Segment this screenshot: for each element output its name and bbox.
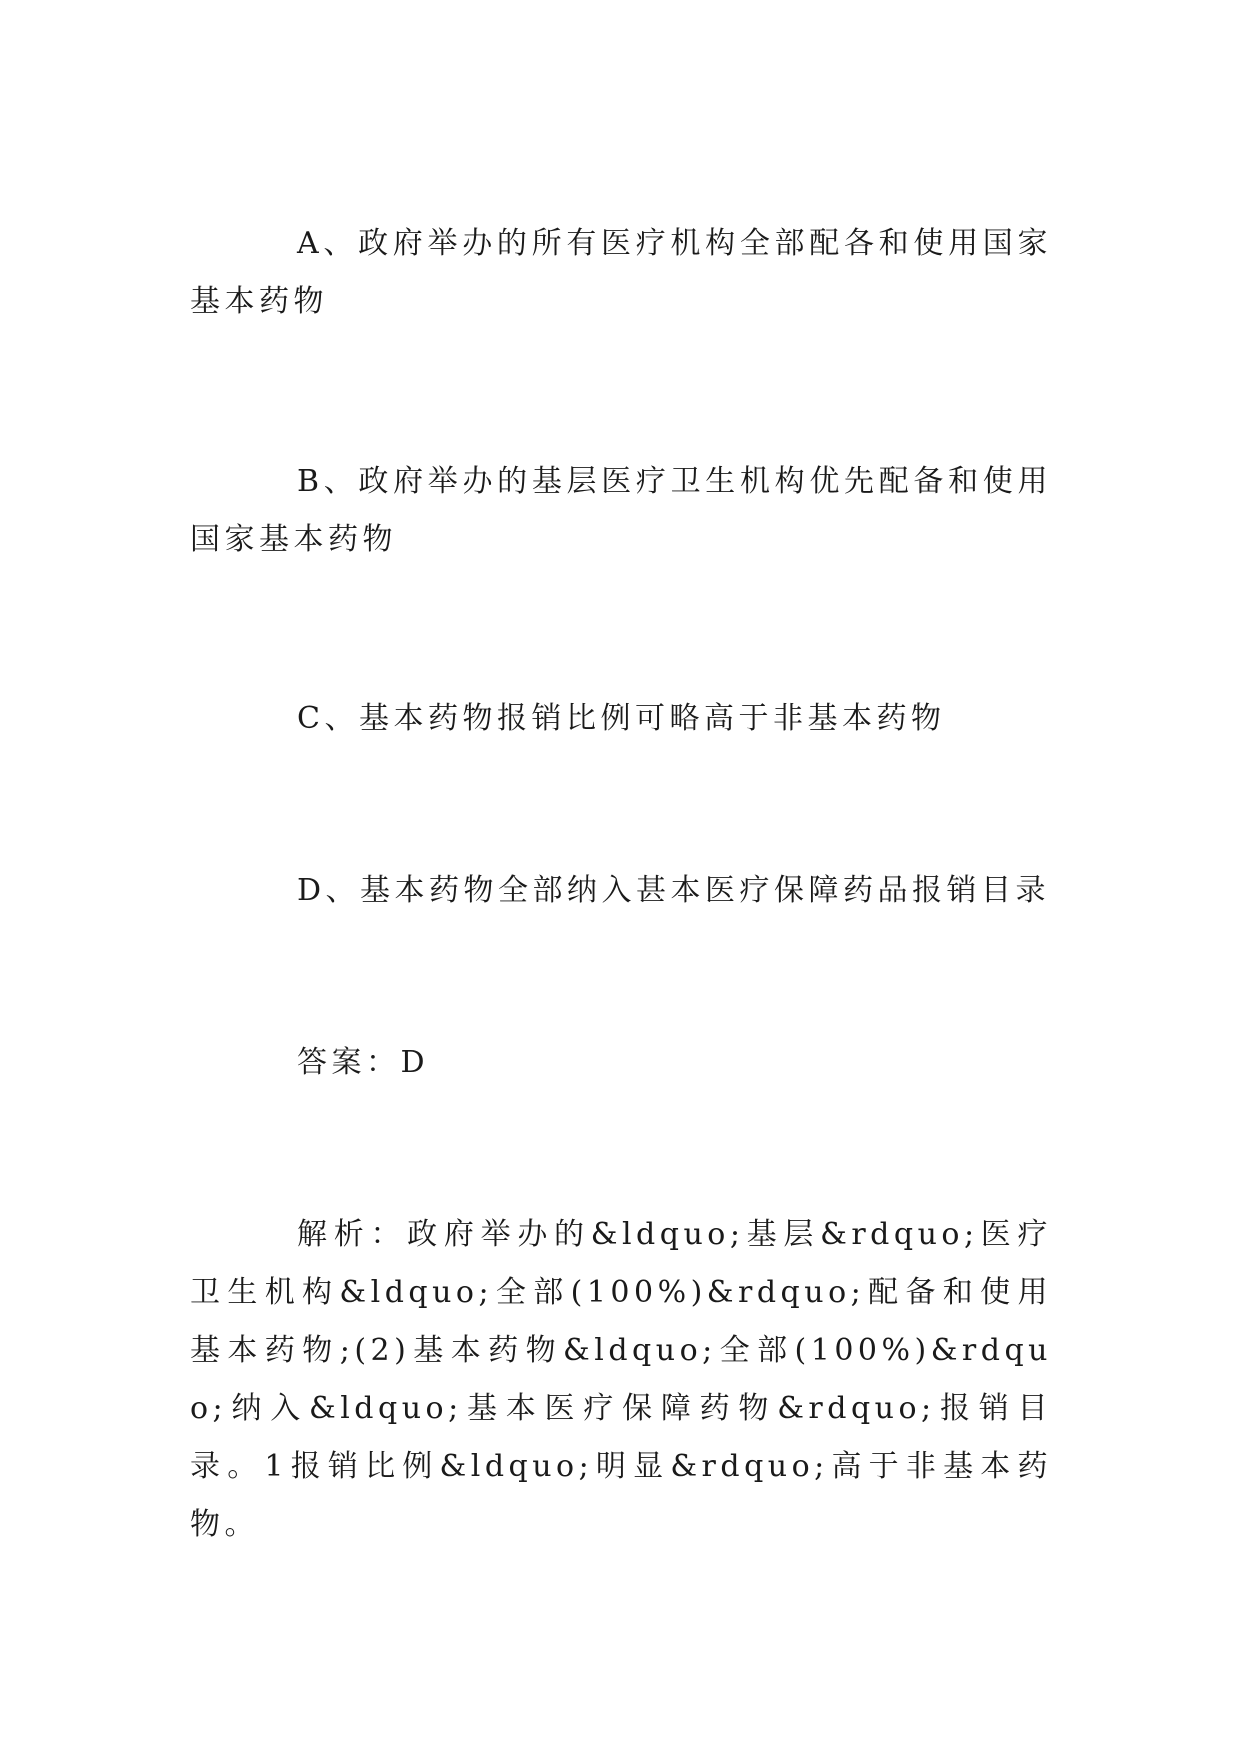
document-page [190, 0, 1052, 1754]
answer-text: 答案：D [297, 1045, 430, 1080]
option-b-text: B、政府举办的基层医疗卫生机构优先配备和使用国家基本药物 [190, 464, 1052, 557]
option-d-text: D、基本药物全部纳入甚本医疗保障药品报销目录 [297, 873, 1051, 908]
option-a-text: A、政府举办的所有医疗机构全部配各和使用国家基本药物 [190, 226, 1052, 319]
explanation-text: 解析：政府举办的&ldquo;基层&rdquo;医疗卫生机构&ldquo;全部(100%)&rdquo;配备和使用基本药物;(2)基本药物&ldquo;全部(100%)&rdquo;纳入&ldquo;基本医疗保障药物&rdquo;报销目录。1报销比例&ldquo;明显&rdquo;高于非基本药物。 [190, 1217, 1052, 1542]
option-c-text: C、基本药物报销比例可略高于非基本药物 [297, 701, 946, 736]
